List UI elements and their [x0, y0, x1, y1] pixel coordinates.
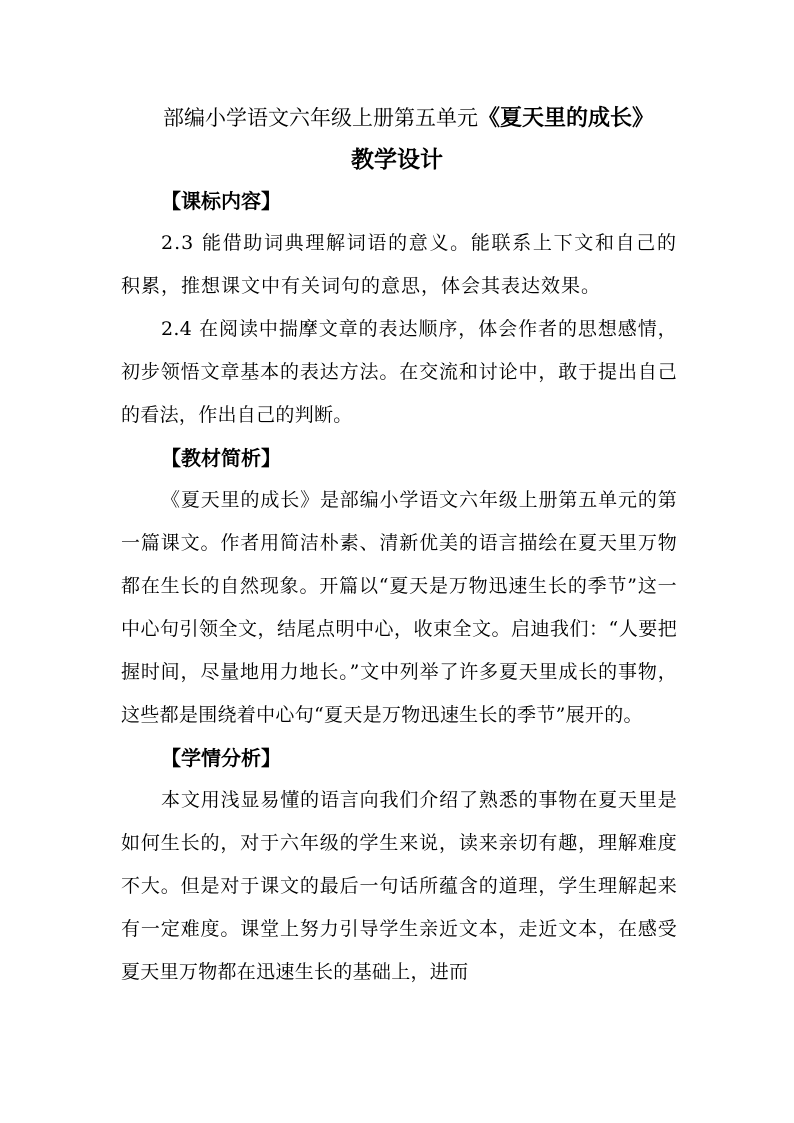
paragraph-textbook-analysis: 《夏天里的成长》是部编小学语文六年级上册第五单元的第一篇课文。作者用简洁朴素、清新优美的语言描绘在夏天里万物都在生长的自然现象。开篇以“夏天是万物迅速生长的季节”这一中心句引领全文，结尾点明中心，收束全文。启迪我们：“人要把握时间，尽量地用力地长。”文中列举了许多夏天里成长的事物，这些都是围绕着中心句“夏天是万物迅速生长的季节”展开的。: [121, 489, 677, 726]
paragraph-curriculum-2-4: 2.4 在阅读中揣摩文章的表达顺序，体会作者的思想感情，初步领悟文章基本的表达方法。在交流和讨论中，敢于提出自己的看法，作出自己的判断。: [121, 318, 677, 426]
paragraph-curriculum-2-3: 2.3 能借助词典理解词语的意义。能联系上下文和自己的积累，推想课文中有关词句的意思，体会其表达效果。: [121, 232, 677, 297]
paragraph-student-analysis: 本文用浅显易懂的语言向我们介绍了熟悉的事物在夏天里是如何生长的，对于六年级的学生来说，读来亲切有趣，理解难度不大。但是对于课文的最后一句话所蕴含的道理，学生理解起来有一定难度。课堂上努力引导学生亲近文本，走近文本，在感受夏天里万物都在迅速生长的基础上，进而: [121, 789, 677, 983]
section-heading-textbook-analysis: 【教材简析】: [161, 446, 281, 470]
section-heading-student-analysis: 【学情分析】: [161, 746, 281, 770]
title-book-name: 《夏天里的成长》: [478, 105, 655, 131]
document-subtitle: 教学设计: [351, 147, 443, 173]
title-prefix: 部编小学语文六年级上册第五单元: [163, 106, 478, 130]
document-title: [0, 98, 794, 138]
document-body: [121, 180, 677, 994]
section-heading-curriculum: 【课标内容】: [161, 189, 281, 213]
